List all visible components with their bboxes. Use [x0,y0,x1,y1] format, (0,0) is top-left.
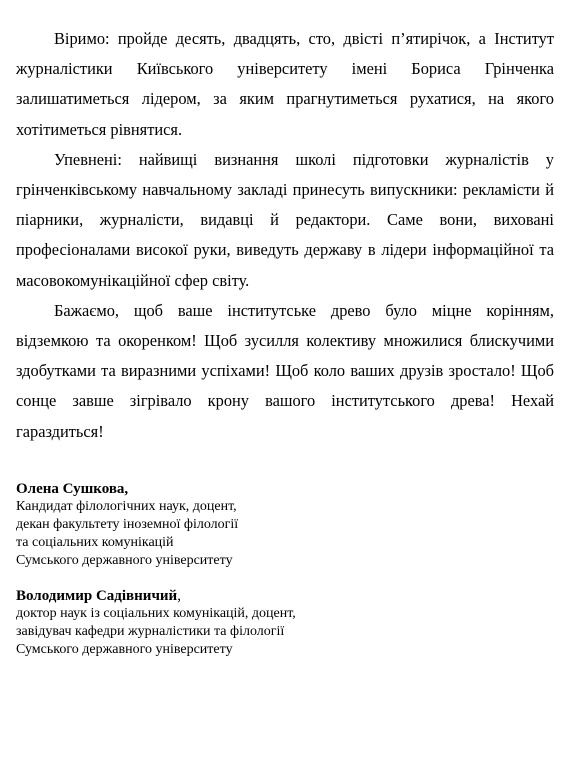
signatory-title-line: завідувач кафедри журналістики та філології [16,624,285,639]
signatory-name: Олена Сушкова, [16,481,129,497]
signatory-title-line: доктор наук із соціальних комунікацій, доцент, [16,606,296,621]
signatory-name: Володимир Садівничий [16,588,178,604]
signatory-title-line: Сумського державного університету [16,553,233,568]
signatory-title-line: Сумського державного університету [16,642,233,657]
paragraph-2: Упевнені: найвищі визнання школі підготовки журналістів у грінченківському навчальному закладі принесуть випускники: рекламісти й піарники, журналісти, видавці й редактори. Саме вони, виховані професіоналами високої руки, виведуть державу в лідери інформаційної та масовокомунікаційної сфер світу. [16,149,554,290]
signatory-title-line: декан факультету іноземної філології [16,517,239,532]
signatory-title-line: та соціальних комунікацій [16,535,174,550]
signature-block-1 [16,480,238,570]
body-text [16,24,554,447]
signature-block-2 [16,587,296,659]
paragraph-3: Бажаємо, щоб ваше інститутське древо було міцне корінням, відземкою та окоренком! Щоб зусилля колективу множилися блискучими здобутками та виразними успіхами! Щоб коло ваших друзів зростало! Щоб сонце завше зігрівало крону вашого інститутського древа! Нехай гараздиться! [16,300,554,441]
signatory-name-row [16,587,296,605]
paragraph-1: Віримо: пройде десять, двадцять, сто, двісті п’ятирічок, а Інститут журналістики Київського університету імені Бориса Грінченка залишатиметься лідером, за яким прагнутиметься рухатися, на якого хотітиметься рівнятися. [16,29,554,139]
signatory-title-line: Кандидат філологічних наук, доцент, [16,499,237,514]
signatory-name-comma: , [177,588,181,604]
